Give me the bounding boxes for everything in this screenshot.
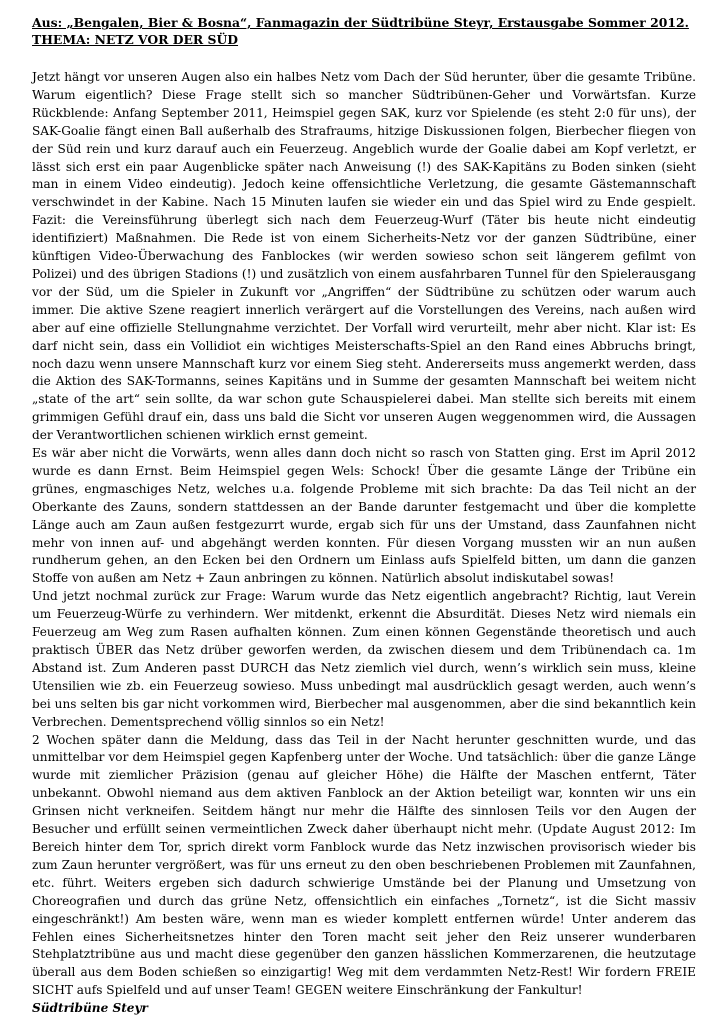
topic-line: THEMA: NETZ VOR DER SÜD [32,32,239,47]
article-paragraph: Jetzt hängt vor unseren Augen also ein halbes Netz vom Dach der Süd herunter, über die gesamte Tribüne. Warum eigentlich? Diese Frage stellt sich so mancher Südtribünen-Geher und Vorwärtsfan. Kurze Rückblende: Anfang September 2011, Heimspiel gegen SAK, kurz vor Spielende (es steht 2:0 für uns), der SAK-Goalie fängt einen Ball außerhalb des Strafraums, hitzige Diskussionen folgen, Bierbecher fliegen von der Süd rein und kurz darauf auch ein Feuerzeug. Angeblich wurde der Goalie dabei am Kopf verletzt, er lässt sich erst ein paar Augenblicke später nach Anweisung (!) des SAK-Kapitäns zu Boden sinken (sieht man in einem Video eindeutig). Jedoch keine offensichtliche Verletzung, die gesamte Gästemannschaft verschwindet in der Kabine. Nach 15 Minuten laufen sie wieder ein und das Spiel wird zu Ende gespielt. Fazit: die Vereinsführung überlegt sich nach dem Feuerzeug-Wurf (Täter bis heute nicht eindeutig identifiziert) Maßnahmen. Die Rede ist von einem Sicherheits-Netz vor der ganzen Südtribüne, einer künftigen Video-Überwachung des Fanblockes (wir werden sowieso schon seit längerem gefilmt von Polizei) und des übrigen Stadions (!) und zusätzlich von einem ausfahrbaren Tunnel für den Spielerausgang vor der Süd, um die Spieler in Zukunft vor „Angriffen“ der Südtribüne zu schützen oder warum auch immer. Die aktive Szene reagiert innerlich verärgert auf die Vorstellungen des Vereins, nach außen wird aber auf eine offizielle Stellungnahme verzichtet. Der Vorfall wird verurteilt, mehr aber nicht. Klar ist: Es darf nicht sein, dass ein Vollidiot ein wichtiges Meisterschafts-Spiel an den Rand eines Abbruchs bringt, noch dazu wenn unsere Mannschaft kurz vor einem Sieg steht. Andererseits muss angemerkt werden, dass die Aktion des SAK-Tormanns, seines Kapitäns und in Summe der gesamten Mannschaft bei weitem nicht „state of the art“ sein sollte, da war schon gute Schauspielerei dabei. Man stellte sich bereits mit einem grimmigen Gefühl drauf ein, dass uns bald die Sicht vor unseren Augen weggenommen wird, die Aussagen der Verantwortlichen schienen wirklich ernst gemeint. [32,70,696,443]
article-body [32,69,696,1000]
article-paragraph: Und jetzt nochmal zurück zur Frage: Warum wurde das Netz eigentlich angebracht? Richtig, laut Verein um Feuerzeug-Würfe zu verhindern. Wer mitdenkt, erkennt die Absurdität. Dieses Netz wird niemals ein Feuerzeug am Weg zum Rasen aufhalten können. Zum einen können Gegenstände theoretisch und auch praktisch ÜBER das Netz drüber geworfen werden, da zwischen diesem und dem Tribünendach ca. 1m Abstand ist. Zum Anderen passt DURCH das Netz ziemlich viel durch, wenn’s wirklich sein muss, kleine Utensilien wie zb. ein Feuerzeug sowieso. Muss unbedingt mal ausdrücklich gesagt werden, auch wenn’s bei uns selten bis gar nicht vorkommen wird, Bierbecher mal ausgenommen, aber die sind bekanntlich kein Verbrechen. Dementsprechend völlig sinnlos so ein Netz! [32,589,696,729]
signature: Südtribüne Steyr [32,1001,148,1016]
source-line: Aus: „Bengalen, Bier & Bosna“, Fanmagazin der Südtribüne Steyr, Erstausgabe Sommer 2012. [32,15,689,30]
document-page [32,14,696,1018]
article-paragraph: Es wär aber nicht die Vorwärts, wenn alles dann doch nicht so rasch von Statten ging. Erst im April 2012 wurde es dann Ernst. Beim Heimspiel gegen Wels: Schock! Über die gesamte Länge der Tribüne ein grünes, engmaschiges Netz, welches u.a. folgende Probleme mit sich brachte: Da das Teil nicht an der Oberkante des Zauns, sondern stattdessen an der Bande darunter festgemacht und über die komplette Länge auch am Zaun außen festgezurrt wurde, ergab sich für uns der Umstand, dass Zaunfahnen nicht mehr von innen auf- und abgehängt werden konnten. Für diesen Vorgang mussten wir an nun außen rundherum gehen, an den Ecken bei den Ordnern um Einlass aufs Spielfeld bitten, um dann die ganzen Stoffe von außen am Netz + Zaun anbringen zu können. Natürlich absolut indiskutabel sowas! [32,446,696,586]
article-paragraph: 2 Wochen später dann die Meldung, dass das Teil in der Nacht herunter geschnitten wurde, und das unmittelbar vor dem Heimspiel gegen Kapfenberg unter der Woche. Und tatsächlich: über die ganze Länge wurde mit ziemlicher Präzision (genau auf gleicher Höhe) die Hälfte der Maschen entfernt, Täter unbekannt. Obwohl niemand aus dem aktiven Fanblock an der Aktion beteiligt war, konnten wir uns ein Grinsen nicht verkneifen. Seitdem hängt nur mehr die Hälfte des sinnlosen Teils vor den Augen der Besucher und erfüllt seinen vermeintlichen Zweck daher überhaupt nicht mehr. (Update August 2012: Im Bereich hinter dem Tor, sprich direkt vorm Fanblock wurde das Netz inzwischen provisorisch wieder bis zum Zaun herunter vergrößert, was für uns erneut zu den oben beschriebenen Problemen mit Zaunfahnen, etc. führt. Weiters ergeben sich dadurch schwierige Umstände bei der Planung und Umsetzung von Choreografien und durch das grüne Netz, offensichtlich ein einfaches „Tornetz“, ist die Sicht massiv eingeschränkt!) Am besten wäre, wenn man es wieder komplett entfernen würde! Unter anderem das Fehlen eines Sicherheitsnetzes hinter den Toren macht seit jeher den Reiz unserer wunderbaren Stehplatztribüne aus und macht diese gegenüber den ganzen hässlichen Kommerzarenen, die heutzutage überall aus dem Boden schießen so einzigartig! Weg mit dem verdammten Netz-Rest! Wir fordern FREIE SICHT aufs Spielfeld und auf unser Team! GEGEN weitere Einschränkung der Fankultur! [32,732,696,998]
